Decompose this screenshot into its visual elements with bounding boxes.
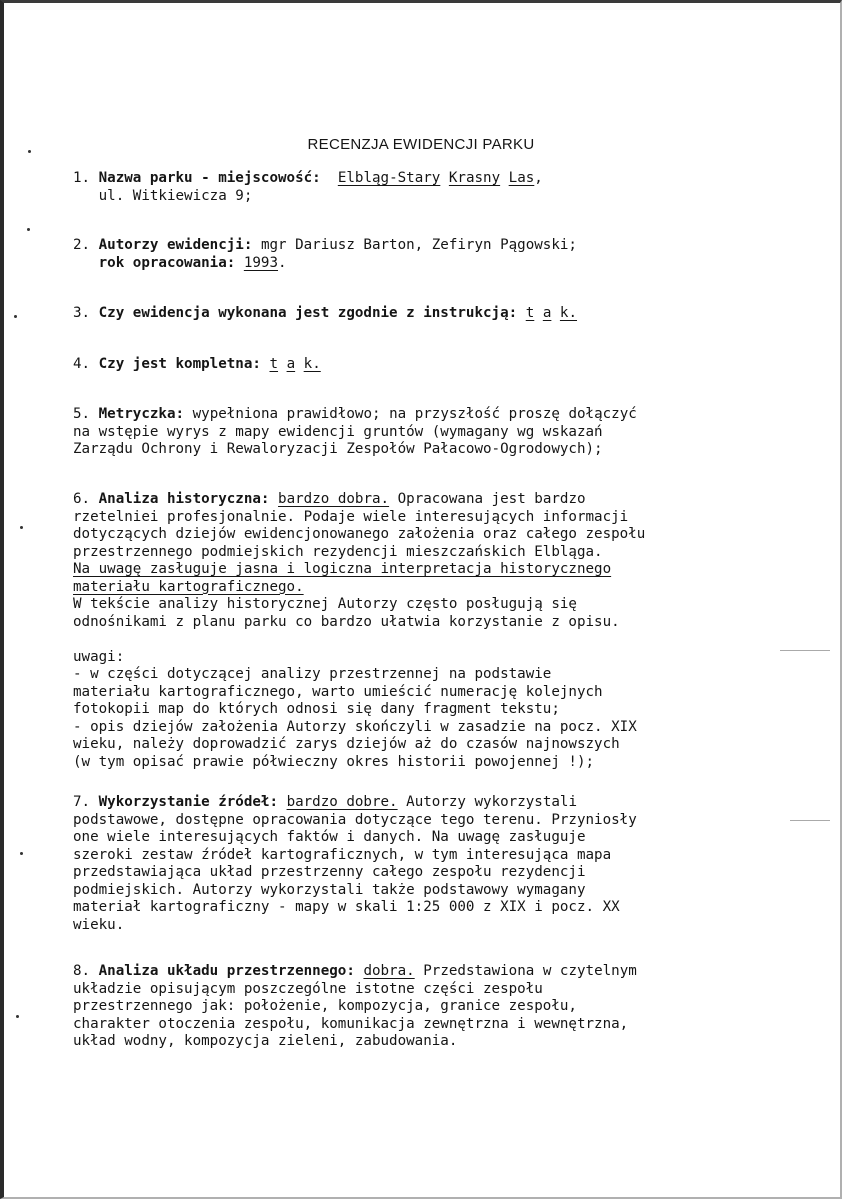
text-line: dotyczących dziejów ewidencjonowanego założenia oraz całego zespołu bbox=[73, 526, 646, 542]
scan-mark bbox=[27, 228, 30, 231]
section-number: 1. bbox=[73, 170, 91, 186]
rating: bardzo dobre. bbox=[286, 794, 398, 810]
section-label: Czy ewidencja wykonana jest zgodnie z instrukcją: bbox=[98, 305, 518, 321]
remark-line: - w części dotyczącej analizy przestrzennej na podstawie bbox=[73, 666, 552, 682]
section-label: Metryczka: bbox=[98, 406, 185, 422]
text-line: charakter otoczenia zespołu, komunikacja zewnętrzna i wewnętrzna, bbox=[73, 1015, 629, 1032]
place-name: Krasny bbox=[448, 170, 501, 186]
text-line: podstawowe, dostępne opracowania dotyczące tego terenu. Przyniosły bbox=[73, 811, 637, 828]
answer: k. bbox=[303, 356, 321, 372]
punctuation: . bbox=[278, 254, 287, 271]
highlighted-remark: materiału kartograficznego. bbox=[73, 578, 304, 595]
place-name: Elbląg-Stary bbox=[337, 170, 441, 186]
text-line: materiał kartograficzny - mapy w skali 1:25 000 z XIX i pocz. XX bbox=[73, 899, 620, 915]
text-line: W tekście analizy historycznej Autorzy często posługują się bbox=[73, 596, 577, 612]
text-line: układ wodny, kompozycja zieleni, zabudowania. bbox=[73, 1033, 458, 1049]
text-line: przedstawiająca układ przestrzenny całego zespołu rezydencji bbox=[73, 864, 586, 880]
punctuation: , bbox=[534, 170, 543, 186]
scan-mark bbox=[780, 650, 830, 651]
section-number: 6. bbox=[73, 491, 91, 507]
section-label: Autorzy ewidencji: bbox=[98, 237, 253, 253]
text-line: Przedstawiona w czytelnym bbox=[423, 963, 637, 979]
text-line: wieku. bbox=[73, 916, 125, 933]
text-line: rzetelniei profesjonalnie. Podaje wiele interesujących informacji bbox=[73, 508, 629, 525]
section-7 bbox=[73, 794, 773, 934]
text-line: układzie opisującym poszczególne istotne części zespołu bbox=[73, 980, 543, 997]
text-line: odnośnikami z planu parku co bardzo ułatwia korzystanie z opisu. bbox=[73, 613, 620, 630]
section-5 bbox=[73, 406, 773, 459]
text-line: szeroki zestaw źródeł kartograficznych, w tym interesująca mapa bbox=[73, 846, 612, 863]
section-number: 8. bbox=[73, 963, 91, 979]
rating: dobra. bbox=[363, 963, 415, 979]
text-line: wypełniona prawidłowo; na przyszłość proszę dołączyć bbox=[192, 406, 637, 422]
section-label: Czy jest kompletna: bbox=[98, 356, 261, 372]
section-number: 4. bbox=[73, 356, 91, 372]
section-label: Wykorzystanie źródeł: bbox=[98, 794, 279, 810]
address-line: ul. Witkiewicza 9; bbox=[98, 187, 253, 204]
document-title: RECENZJA EWIDENCJI PARKU bbox=[307, 136, 535, 153]
text-line: Zarządu Ochrony i Rewaloryzacji Zespołów Pałacowo-Ogrodowych); bbox=[73, 441, 603, 457]
place-name: Las bbox=[508, 170, 535, 186]
rating: bardzo dobra. bbox=[278, 491, 390, 507]
remark-line: (w tym opisać prawie półwieczny okres historii powojennej !); bbox=[73, 753, 595, 770]
text-line: przestrzennego jak: położenie, kompozycja, granice zespołu, bbox=[73, 998, 577, 1014]
highlighted-remark: Na uwagę zasługuje jasna i logiczna interpretacja historycznego bbox=[73, 561, 612, 577]
section-1 bbox=[73, 170, 773, 205]
scan-mark bbox=[14, 315, 17, 318]
answer: t bbox=[525, 305, 535, 321]
section-label: Analiza układu przestrzennego: bbox=[98, 963, 355, 979]
answer: a bbox=[542, 305, 552, 321]
section-6 bbox=[73, 491, 773, 771]
scan-mark bbox=[790, 820, 830, 821]
section-number: 7. bbox=[73, 794, 91, 810]
scan-mark bbox=[20, 852, 23, 855]
section-label: Analiza historyczna: bbox=[98, 491, 270, 507]
text-line: Opracowana jest bardzo bbox=[397, 491, 586, 507]
scan-mark bbox=[20, 526, 23, 529]
scan-mark bbox=[16, 1015, 19, 1018]
text-line: podmiejskich. Autorzy wykorzystali także podstawowy wymagany bbox=[73, 881, 586, 898]
answer: t bbox=[269, 356, 279, 372]
section-8 bbox=[73, 963, 773, 1051]
section-number: 2. bbox=[73, 237, 91, 253]
text-line: przestrzennego podmiejskich rezydencji mieszczańskich Elbląga. bbox=[73, 543, 603, 560]
remark-line: wieku, należy doprowadzić zarys dziejów aż do czasów najnowszych bbox=[73, 736, 620, 752]
answer: a bbox=[286, 356, 296, 372]
year-value: 1993 bbox=[243, 254, 279, 271]
section-number: 3. bbox=[73, 305, 91, 321]
text-line: Autorzy wykorzystali bbox=[406, 794, 577, 810]
remark-line: - opis dziejów założenia Autorzy skończyli w zasadzie na pocz. XIX bbox=[73, 718, 637, 735]
remark-line: materiału kartograficznego, warto umieścić numerację kolejnych bbox=[73, 683, 603, 700]
section-3 bbox=[73, 305, 773, 323]
remark-line: fotokopii map do których odnosi się dany fragment tekstu; bbox=[73, 701, 560, 717]
section-number: 5. bbox=[73, 406, 91, 422]
answer: k. bbox=[559, 305, 578, 321]
section-label: Nazwa parku - miejscowość: bbox=[98, 170, 321, 186]
text-line: na wstępie wyrys z mapy ewidencji gruntów (wymagany wg wskazań bbox=[73, 423, 603, 440]
remarks-label: uwagi: bbox=[73, 648, 125, 665]
year-label: rok opracowania: bbox=[98, 254, 236, 271]
text-line: one wiele interesujących faktów i danych. Na uwagę zasługuje bbox=[73, 829, 586, 845]
section-4 bbox=[73, 356, 773, 374]
authors: mgr Dariusz Barton, Zefiryn Pągowski; bbox=[260, 237, 577, 253]
section-2 bbox=[73, 237, 773, 272]
